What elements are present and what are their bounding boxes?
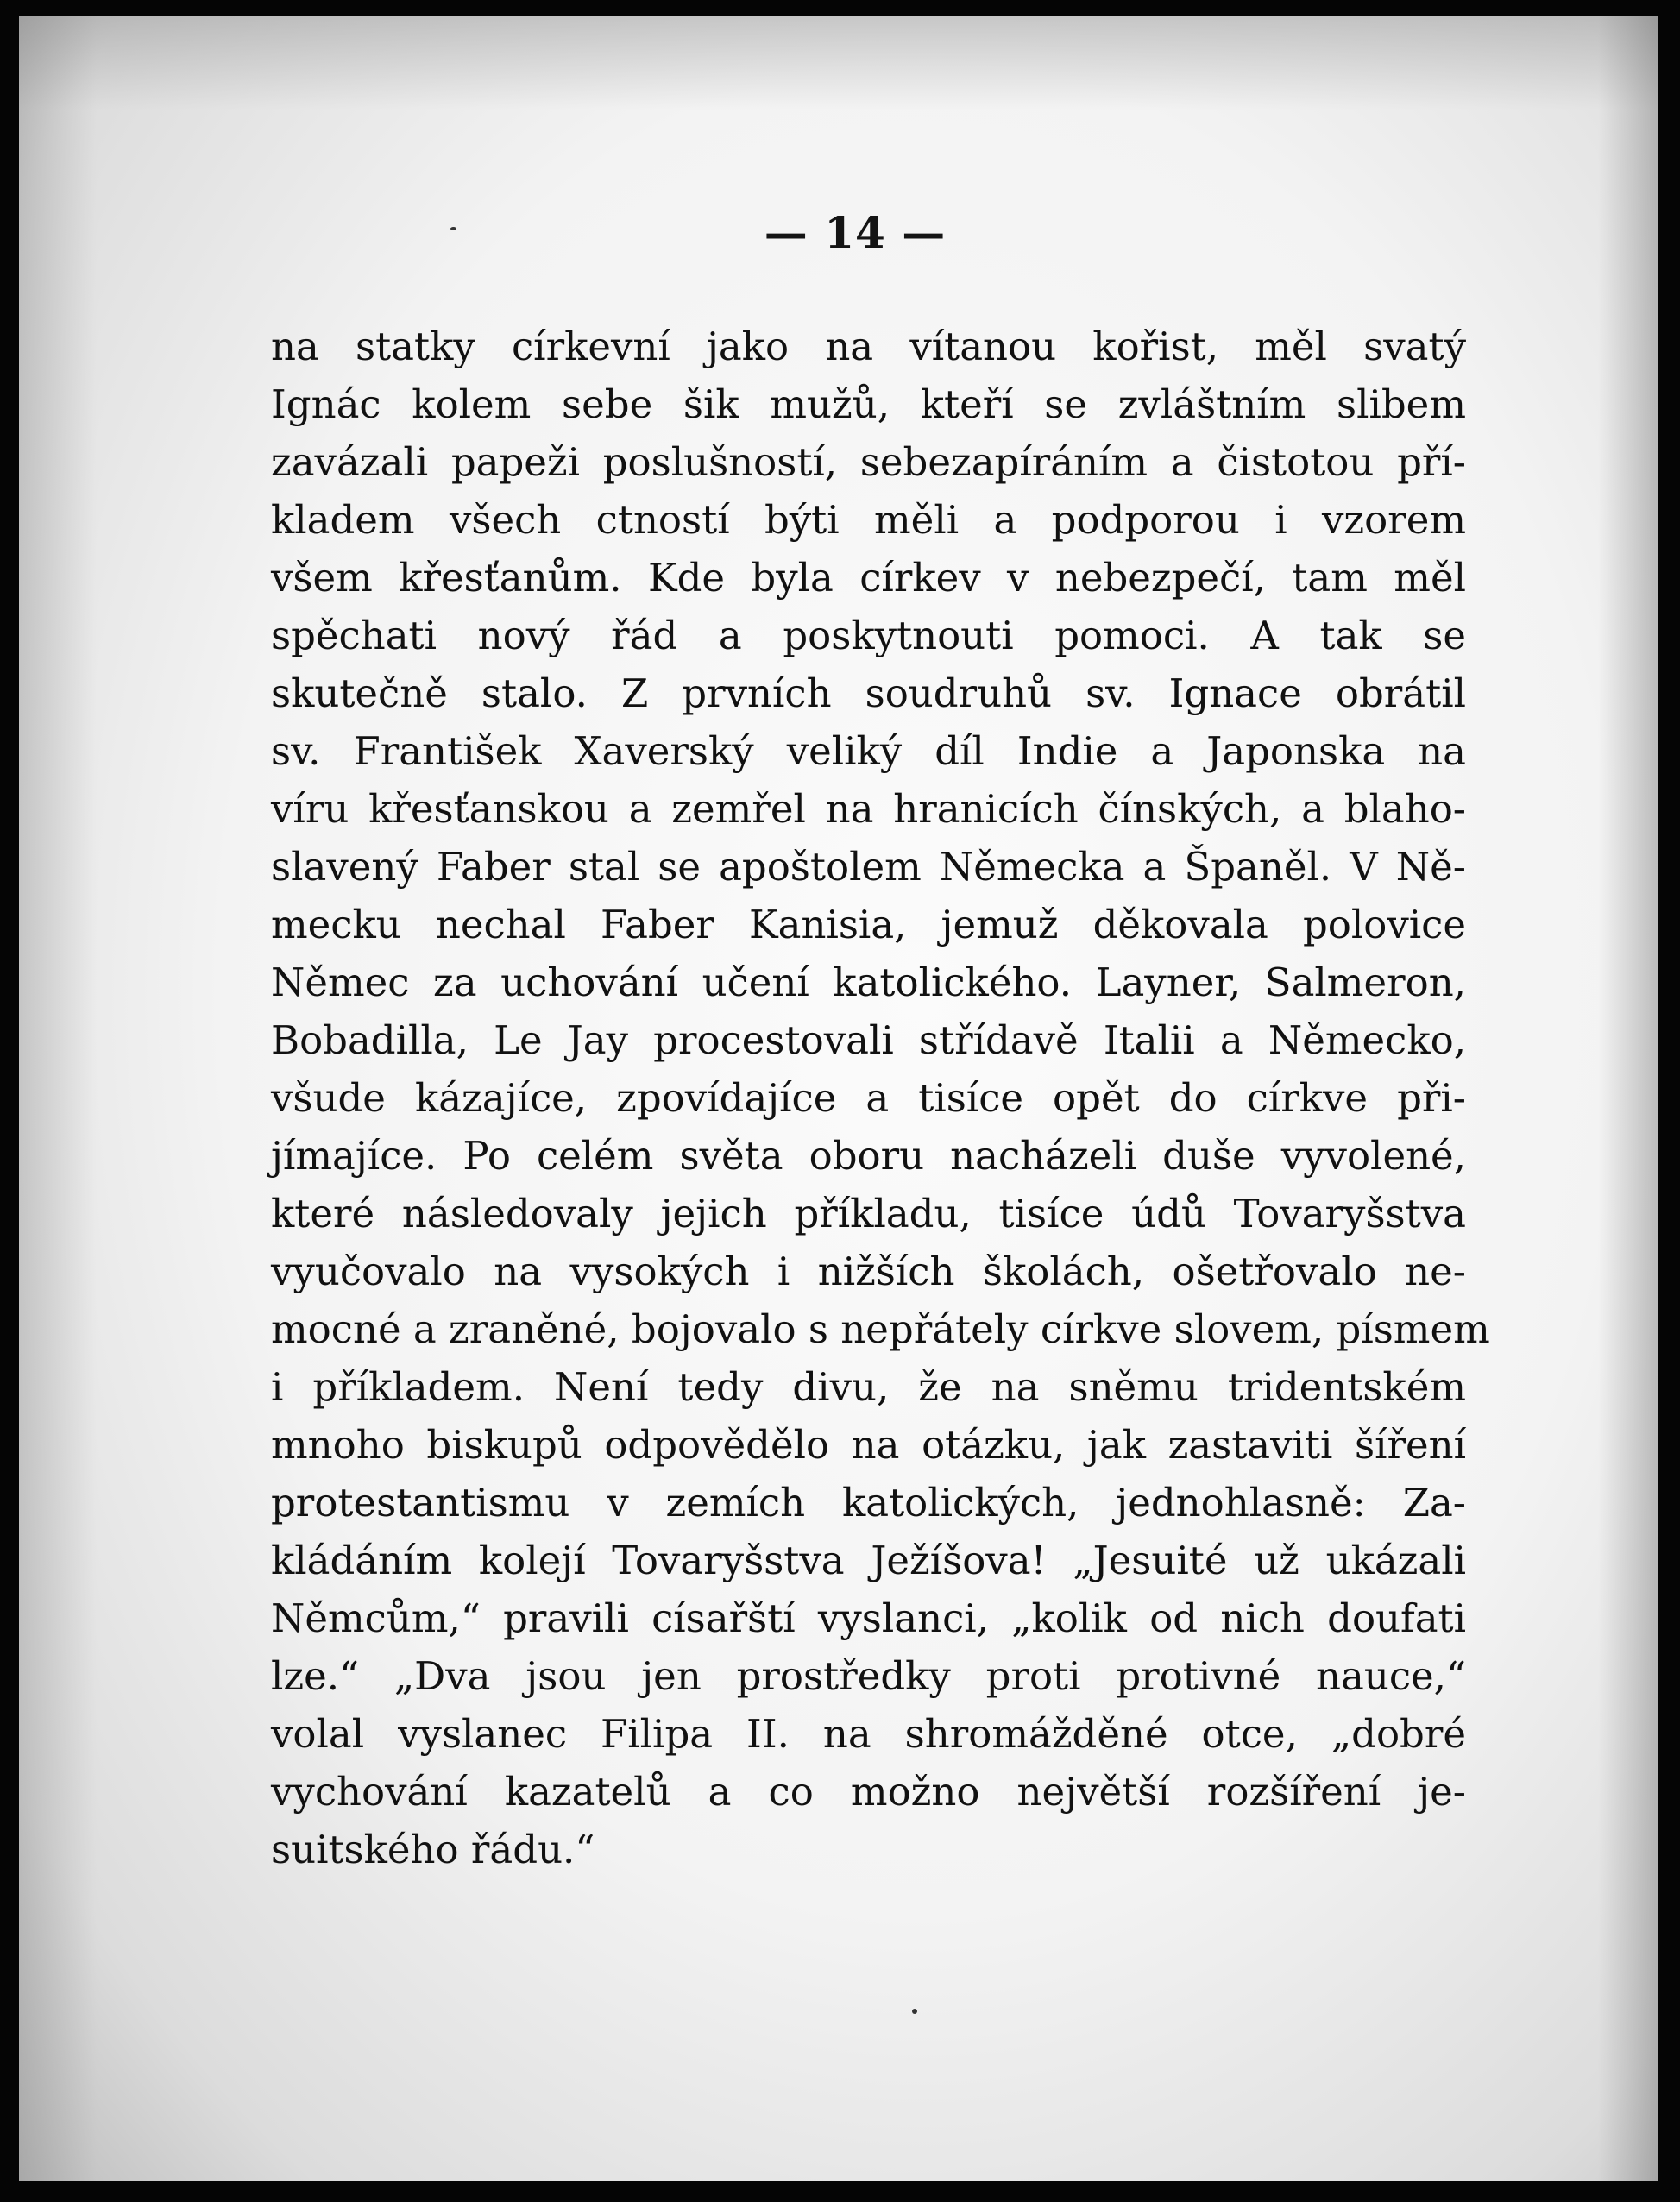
page-edge-shadow: [1598, 16, 1658, 2181]
text-line: mecku nechal Faber Kanisia, jemuž děkovala polovice: [271, 902, 1466, 947]
text-line: všude kázajíce, zpovídajíce a tisíce opět do církve při-: [271, 1075, 1466, 1121]
text-line: spěchati nový řád a poskytnouti pomoci. A tak se: [271, 613, 1466, 658]
text-line: Ignác kolem sebe šik mužů, kteří se zvláštním slibem: [271, 381, 1466, 427]
text-line: Němec za uchování učení katolického. Layner, Salmeron,: [271, 959, 1466, 1005]
scanned-page: [19, 16, 1658, 2181]
text-line: zavázali papeži poslušností, sebezapíráním a čistotou pří-: [271, 439, 1466, 485]
text-line: mnoho biskupů odpovědělo na otázku, jak zastaviti šíření: [271, 1422, 1466, 1468]
text-line: lze.“ „Dva jsou jen prostředky proti protivné nauce,“: [271, 1653, 1466, 1699]
scan-speck: [912, 2009, 917, 2014]
text-line: sv. František Xaverský veliký díl Indie a Japonska na: [271, 728, 1466, 774]
text-line: vychování kazatelů a co možno největší rozšíření je-: [271, 1769, 1466, 1815]
text-line: víru křesťanskou a zemřel na hranicích čínských, a blaho-: [271, 786, 1466, 832]
text-line: Bobadilla, Le Jay procestovali střídavě Italii a Německo,: [271, 1017, 1466, 1063]
text-line: protestantismu v zemích katolických, jednohlasně: Za-: [271, 1480, 1466, 1526]
page-number: — 14 —: [764, 207, 947, 258]
text-line: skutečně stalo. Z prvních soudruhů sv. Ignace obrátil: [271, 670, 1466, 716]
text-line: na statky církevní jako na vítanou kořist, měl svatý: [271, 324, 1466, 369]
text-line: kládáním kolejí Tovaryšstva Ježíšova! „Jesuité už ukázali: [271, 1538, 1466, 1583]
text-line: které následovaly jejich příkladu, tisíce údů Tovaryšstva: [271, 1191, 1466, 1236]
text-line: jímajíce. Po celém světa oboru nacházeli duše vyvolené,: [271, 1133, 1466, 1179]
text-line: vyučovalo na vysokých i nižších školách, ošetřovalo ne-: [271, 1249, 1466, 1294]
text-line: Němcům,“ pravili císařští vyslanci, „kolik od nich doufati: [271, 1595, 1466, 1641]
text-line: všem křesťanům. Kde byla církev v nebezpečí, tam měl: [271, 555, 1466, 601]
text-line: mocné a zraněné, bojovalo s nepřátely církve slovem, písmem: [271, 1306, 1490, 1352]
text-line: slavený Faber stal se apoštolem Německa a Španěl. V Ně-: [271, 844, 1466, 890]
text-line: volal vyslanec Filipa II. na shromážděné otce, „dobré: [271, 1711, 1466, 1757]
text-line: suitského řádu.“: [271, 1827, 595, 1872]
text-line: kladem všech ctností býti měli a podporou i vzorem: [271, 497, 1466, 543]
text-line: i příkladem. Není tedy divu, že na sněmu tridentském: [271, 1364, 1466, 1410]
scan-speck: [450, 227, 456, 230]
body-text: [271, 318, 1490, 1878]
